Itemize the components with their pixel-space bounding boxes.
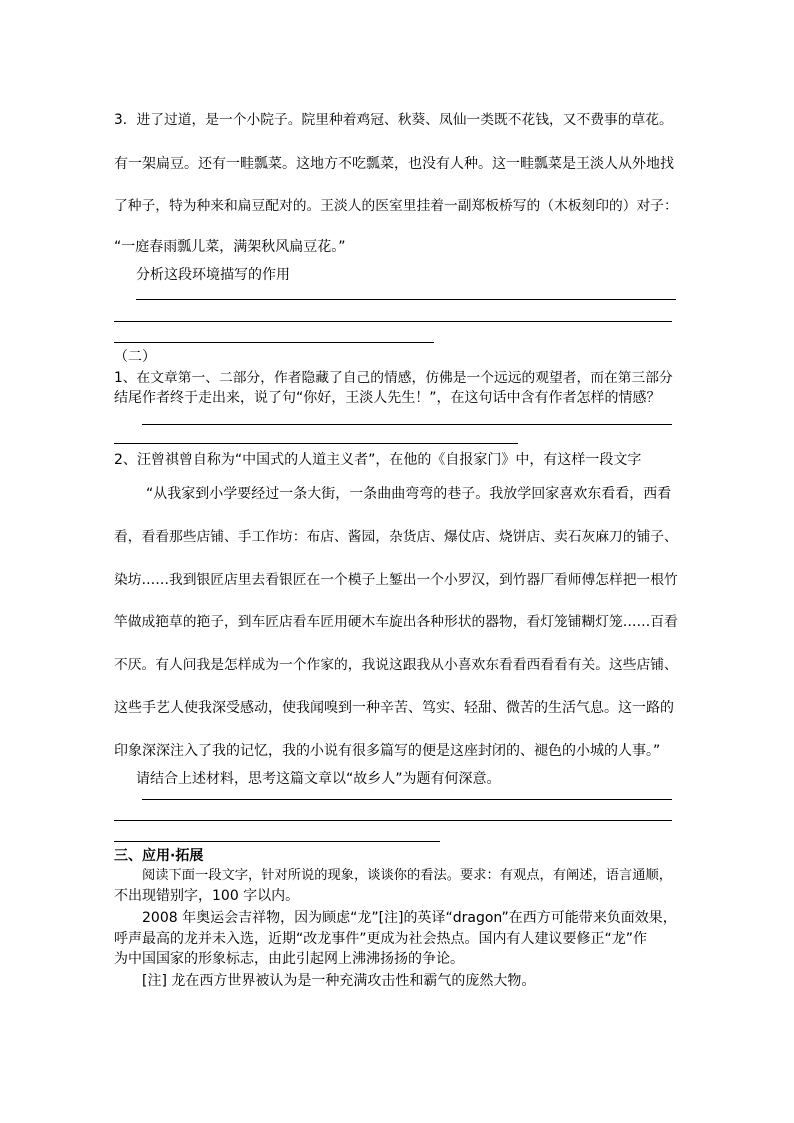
q3-line-3: 了种子，特为种来和扁豆配对的。王淡人的医室里挂着一副郑板桥写的（木板刻印的）对子：	[114, 198, 678, 214]
part2-q2-intro: 2、汪曾祺曾自称为“中国式的人道主义者”，在他的《自报家门》中，有这样一段文字	[114, 452, 642, 468]
answer-line[interactable]	[114, 321, 672, 322]
part2-quote-line-6: 这些手艺人使我深受感动，使我闻嗅到一种辛苦、笃实、轻甜、微苦的生活气息。这一路的	[114, 700, 674, 716]
q3-question: 分析这段环境描写的作用	[136, 267, 290, 283]
part3-line-1: 阅读下面一段文字，针对所说的现象，谈谈你的看法。要求：有观点，有阐述，语言通顺，	[142, 868, 673, 883]
answer-line[interactable]	[136, 299, 676, 300]
part3-line-4: 呼声最高的龙并未入选，近期“改龙事件”更成为社会热点。国内有人建议要修正“龙”作	[114, 931, 648, 947]
part2-quote-line-2: 看，看看那些店铺、手工作坊：布店、酱园，杂货店、爆仗店、烧饼店、卖石灰麻刀的铺子、	[114, 529, 678, 545]
part2-q1-line-2: 结尾作者终于走出来，说了句“你好，王淡人先生！”，在这句话中含有作者怎样的情感？	[114, 390, 661, 406]
answer-line[interactable]	[114, 443, 518, 444]
part2-quote-line-5: 不厌。有人问我是怎样成为一个作家的，我说这跟我从小喜欢东看看西看看有关。这些店铺、	[114, 657, 678, 673]
answer-line[interactable]	[142, 799, 672, 800]
part3-heading: 三、应用·拓展	[114, 848, 204, 864]
part3-note: [注] 龙在西方世界被认为是一种充满攻击性和霸气的庞然大物。	[142, 973, 536, 989]
q3-couplet: “一庭春雨瓢儿菜，满架秋风扁豆花。”	[114, 239, 346, 255]
part2-q1-line-1: 1、在文章第一、二部分，作者隐藏了自己的情感，仿佛是一个远远的观望者，而在第三部分	[114, 370, 673, 386]
part3-line-5: 为中国国家的形象标志，由此引起网上沸沸扬扬的争论。	[114, 951, 464, 967]
part2-q2-question: 请结合上述材料，思考这篇文章以“故乡人”为题有何深意。	[136, 771, 501, 787]
part2-quote-line-3: 染坊……我到银匠店里去看银匠在一个模子上錾出一个小罗汉，到竹器厂看师傅怎样把一根竹	[114, 572, 678, 588]
part3-line-3: 2008 年奥运会吉祥物，因为顾虑“龙”[注]的英译“dragon”在西方可能带来负面效果，	[142, 910, 677, 926]
q3-line-1: 3．进了过道，是一个小院子。院里种着鸡冠、秋葵、凤仙一类既不花钱，又不费事的草花。	[114, 112, 673, 128]
answer-line[interactable]	[114, 841, 440, 842]
part2-heading: （二）	[114, 349, 156, 365]
q3-line-2: 有一架扁豆。还有一畦瓢菜。这地方不吃瓢菜，也没有人种。这一畦瓢菜是王淡人从外地找	[114, 156, 674, 172]
answer-line[interactable]	[142, 424, 672, 425]
part3-line-2: 不出现错别字，100 字以内。	[114, 888, 300, 904]
answer-line[interactable]	[114, 342, 434, 343]
part2-quote-line-4: 竿做成筢草的筢子，到车匠店看车匠用硬木车旋出各种形状的器物，看灯笼铺糊灯笼……百看	[114, 614, 678, 630]
part2-quote-line-7: 印象深深注入了我的记忆，我的小说有很多篇写的便是这座封闭的、褪色的小城的人事。”	[114, 743, 661, 759]
part2-quote-line-1: “从我家到小学要经过一条大街，一条曲曲弯弯的巷子。我放学回家喜欢东看看，西看	[146, 486, 672, 502]
answer-line[interactable]	[114, 820, 672, 821]
